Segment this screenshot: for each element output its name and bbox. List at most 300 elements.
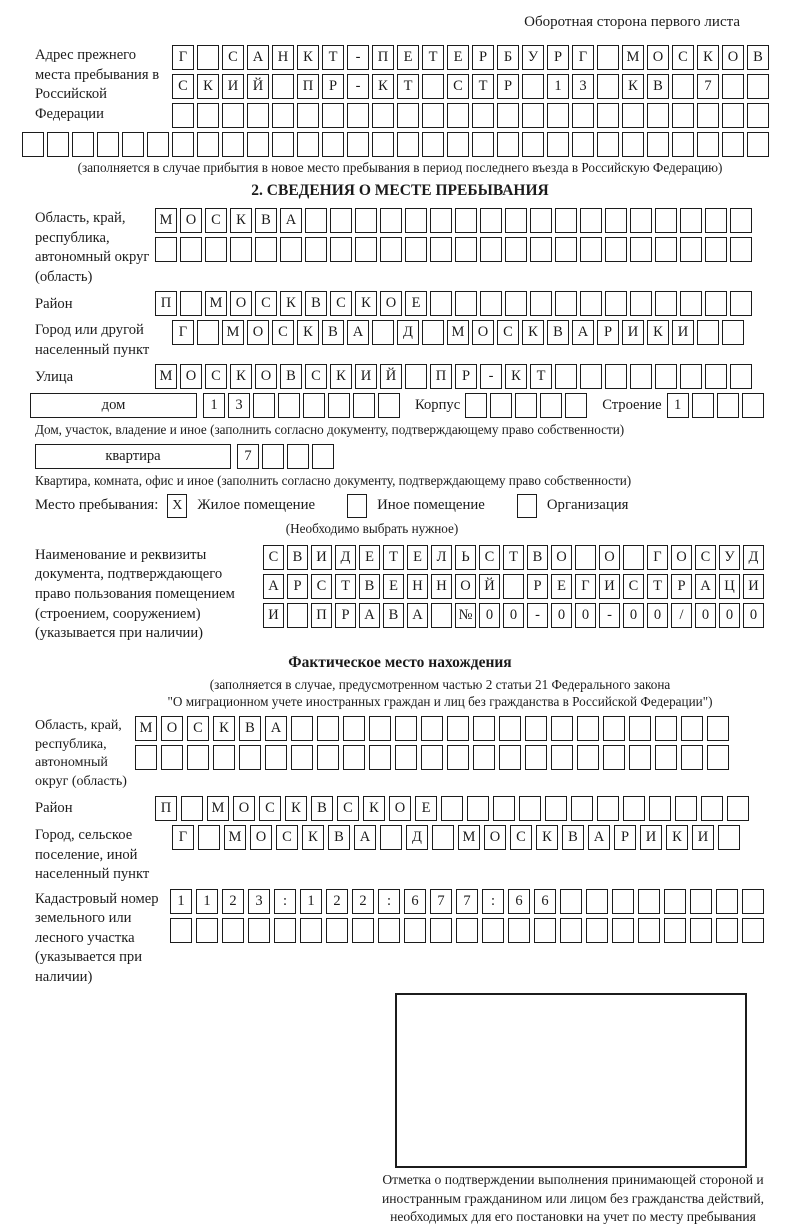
form-cell[interactable]	[522, 103, 544, 128]
form-cell[interactable]: О	[722, 45, 744, 70]
form-cell[interactable]: О	[255, 364, 277, 389]
form-cell[interactable]: М	[447, 320, 469, 345]
form-cell[interactable]: Д	[335, 545, 356, 570]
form-cell[interactable]	[672, 103, 694, 128]
form-cell[interactable]	[404, 918, 426, 943]
form-cell[interactable]	[490, 393, 512, 418]
form-cell[interactable]: О	[250, 825, 272, 850]
form-cell[interactable]: -	[527, 603, 548, 628]
form-cell[interactable]	[580, 208, 602, 233]
form-cell[interactable]: Е	[405, 291, 427, 316]
stay-type-checkbox-organization[interactable]	[517, 494, 537, 518]
form-cell[interactable]	[447, 745, 469, 770]
form-cell[interactable]: С	[623, 574, 644, 599]
form-cell[interactable]: К	[230, 364, 252, 389]
form-cell[interactable]: 1	[300, 889, 322, 914]
form-cell[interactable]	[432, 825, 454, 850]
form-cell[interactable]	[505, 237, 527, 262]
form-cell[interactable]	[747, 103, 769, 128]
form-cell[interactable]: Г	[572, 45, 594, 70]
form-cell[interactable]: А	[280, 208, 302, 233]
form-cell[interactable]: 6	[534, 889, 556, 914]
form-cell[interactable]	[672, 74, 694, 99]
form-cell[interactable]	[525, 716, 547, 741]
form-cell[interactable]	[287, 444, 309, 469]
form-cell[interactable]: А	[359, 603, 380, 628]
form-cell[interactable]	[586, 918, 608, 943]
form-cell[interactable]: Е	[551, 574, 572, 599]
form-cell[interactable]	[722, 74, 744, 99]
form-cell[interactable]	[647, 132, 669, 157]
form-cell[interactable]	[347, 103, 369, 128]
form-cell[interactable]	[575, 545, 596, 570]
form-cell[interactable]	[638, 918, 660, 943]
form-cell[interactable]: М	[224, 825, 246, 850]
form-cell[interactable]: С	[337, 796, 359, 821]
form-cell[interactable]: Т	[530, 364, 552, 389]
form-cell[interactable]	[742, 918, 764, 943]
form-cell[interactable]: Й	[247, 74, 269, 99]
form-cell[interactable]	[421, 716, 443, 741]
form-cell[interactable]: К	[622, 74, 644, 99]
form-cell[interactable]: М	[207, 796, 229, 821]
form-cell[interactable]: М	[458, 825, 480, 850]
form-cell[interactable]: Т	[335, 574, 356, 599]
form-cell[interactable]	[505, 291, 527, 316]
form-cell[interactable]	[441, 796, 463, 821]
form-cell[interactable]	[571, 796, 593, 821]
form-cell[interactable]: Г	[172, 320, 194, 345]
form-cell[interactable]	[213, 745, 235, 770]
form-cell[interactable]: М	[155, 208, 177, 233]
form-cell[interactable]: Т	[383, 545, 404, 570]
form-cell[interactable]: С	[479, 545, 500, 570]
form-cell[interactable]: 7	[456, 889, 478, 914]
form-cell[interactable]	[747, 74, 769, 99]
form-cell[interactable]	[730, 208, 752, 233]
form-cell[interactable]: Р	[614, 825, 636, 850]
form-cell[interactable]: В	[383, 603, 404, 628]
form-cell[interactable]	[597, 74, 619, 99]
form-cell[interactable]: У	[719, 545, 740, 570]
form-cell[interactable]: 0	[479, 603, 500, 628]
form-cell[interactable]: С	[263, 545, 284, 570]
form-cell[interactable]	[317, 716, 339, 741]
form-cell[interactable]: И	[355, 364, 377, 389]
form-cell[interactable]: 1	[667, 393, 689, 418]
form-cell[interactable]	[727, 796, 749, 821]
form-cell[interactable]	[505, 208, 527, 233]
form-cell[interactable]	[630, 208, 652, 233]
form-cell[interactable]: В	[647, 74, 669, 99]
form-cell[interactable]	[597, 132, 619, 157]
form-cell[interactable]	[205, 237, 227, 262]
form-cell[interactable]	[22, 132, 44, 157]
form-cell[interactable]	[707, 745, 729, 770]
form-cell[interactable]	[405, 237, 427, 262]
form-cell[interactable]	[352, 918, 374, 943]
form-cell[interactable]	[378, 918, 400, 943]
form-cell[interactable]: С	[330, 291, 352, 316]
form-cell[interactable]: В	[527, 545, 548, 570]
form-cell[interactable]: Г	[575, 574, 596, 599]
form-cell[interactable]	[515, 393, 537, 418]
form-cell[interactable]: О	[551, 545, 572, 570]
form-cell[interactable]: :	[378, 889, 400, 914]
form-cell[interactable]: К	[213, 716, 235, 741]
form-cell[interactable]	[612, 918, 634, 943]
form-cell[interactable]	[297, 103, 319, 128]
form-cell[interactable]	[431, 603, 452, 628]
form-cell[interactable]: Т	[647, 574, 668, 599]
form-cell[interactable]	[170, 918, 192, 943]
form-cell[interactable]: И	[640, 825, 662, 850]
form-cell[interactable]	[430, 918, 452, 943]
form-cell[interactable]: 7	[430, 889, 452, 914]
form-cell[interactable]	[497, 132, 519, 157]
form-cell[interactable]	[472, 132, 494, 157]
form-cell[interactable]: К	[330, 364, 352, 389]
form-cell[interactable]	[472, 103, 494, 128]
form-cell[interactable]: Г	[172, 825, 194, 850]
form-cell[interactable]	[297, 132, 319, 157]
form-cell[interactable]: А	[407, 603, 428, 628]
form-cell[interactable]	[378, 393, 400, 418]
stay-type-checkbox-residential[interactable]: X	[167, 494, 187, 518]
form-cell[interactable]: М	[222, 320, 244, 345]
form-cell[interactable]	[181, 796, 203, 821]
form-cell[interactable]	[530, 291, 552, 316]
form-cell[interactable]	[230, 237, 252, 262]
form-cell[interactable]	[605, 237, 627, 262]
form-cell[interactable]: Р	[671, 574, 692, 599]
form-cell[interactable]	[197, 103, 219, 128]
form-cell[interactable]	[629, 745, 651, 770]
form-cell[interactable]: О	[230, 291, 252, 316]
form-cell[interactable]: В	[562, 825, 584, 850]
form-cell[interactable]: Р	[472, 45, 494, 70]
form-cell[interactable]	[705, 208, 727, 233]
form-cell[interactable]	[655, 745, 677, 770]
form-cell[interactable]	[630, 291, 652, 316]
form-cell[interactable]: 0	[743, 603, 764, 628]
form-cell[interactable]	[421, 745, 443, 770]
form-cell[interactable]	[655, 364, 677, 389]
form-cell[interactable]: О	[671, 545, 692, 570]
form-cell[interactable]: А	[347, 320, 369, 345]
form-cell[interactable]: С	[222, 45, 244, 70]
form-cell[interactable]	[196, 918, 218, 943]
form-cell[interactable]: М	[622, 45, 644, 70]
form-cell[interactable]: 0	[623, 603, 644, 628]
form-cell[interactable]: С	[447, 74, 469, 99]
form-cell[interactable]: 0	[719, 603, 740, 628]
form-cell[interactable]: Н	[431, 574, 452, 599]
form-cell[interactable]	[355, 208, 377, 233]
form-cell[interactable]: Т	[397, 74, 419, 99]
form-cell[interactable]	[705, 291, 727, 316]
form-cell[interactable]: П	[155, 291, 177, 316]
form-cell[interactable]: Л	[431, 545, 452, 570]
form-cell[interactable]	[692, 393, 714, 418]
form-cell[interactable]	[97, 132, 119, 157]
form-cell[interactable]	[534, 918, 556, 943]
form-cell[interactable]: А	[695, 574, 716, 599]
form-cell[interactable]	[198, 825, 220, 850]
form-cell[interactable]	[580, 237, 602, 262]
form-cell[interactable]: 1	[203, 393, 225, 418]
form-cell[interactable]	[547, 132, 569, 157]
form-cell[interactable]: Т	[322, 45, 344, 70]
form-cell[interactable]	[330, 208, 352, 233]
form-cell[interactable]: К	[355, 291, 377, 316]
form-cell[interactable]: О	[180, 208, 202, 233]
form-cell[interactable]: Р	[455, 364, 477, 389]
form-cell[interactable]	[697, 320, 719, 345]
form-cell[interactable]: И	[692, 825, 714, 850]
form-cell[interactable]	[551, 745, 573, 770]
form-cell[interactable]: К	[363, 796, 385, 821]
form-cell[interactable]	[717, 393, 739, 418]
form-cell[interactable]: О	[389, 796, 411, 821]
form-cell[interactable]	[690, 918, 712, 943]
form-cell[interactable]: Д	[743, 545, 764, 570]
form-cell[interactable]: О	[472, 320, 494, 345]
form-cell[interactable]	[605, 364, 627, 389]
form-cell[interactable]: Й	[380, 364, 402, 389]
form-cell[interactable]: 7	[237, 444, 259, 469]
form-cell[interactable]	[482, 918, 504, 943]
form-cell[interactable]: А	[354, 825, 376, 850]
form-cell[interactable]	[300, 918, 322, 943]
form-cell[interactable]: К	[285, 796, 307, 821]
form-cell[interactable]: У	[522, 45, 544, 70]
form-cell[interactable]: И	[311, 545, 332, 570]
form-cell[interactable]	[522, 132, 544, 157]
form-cell[interactable]: 2	[352, 889, 374, 914]
form-cell[interactable]	[530, 237, 552, 262]
form-cell[interactable]: К	[522, 320, 544, 345]
form-cell[interactable]: А	[247, 45, 269, 70]
form-cell[interactable]: Р	[497, 74, 519, 99]
form-cell[interactable]	[655, 291, 677, 316]
form-cell[interactable]	[343, 716, 365, 741]
form-cell[interactable]	[622, 132, 644, 157]
form-cell[interactable]: Ь	[455, 545, 476, 570]
form-cell[interactable]: О	[180, 364, 202, 389]
form-cell[interactable]: Е	[447, 45, 469, 70]
form-cell[interactable]: Е	[397, 45, 419, 70]
form-cell[interactable]	[369, 716, 391, 741]
form-cell[interactable]: -	[347, 74, 369, 99]
form-cell[interactable]	[580, 364, 602, 389]
form-cell[interactable]: -	[347, 45, 369, 70]
form-cell[interactable]: Д	[397, 320, 419, 345]
form-cell[interactable]: О	[380, 291, 402, 316]
form-cell[interactable]	[630, 364, 652, 389]
form-cell[interactable]	[503, 574, 524, 599]
form-cell[interactable]: Г	[172, 45, 194, 70]
form-cell[interactable]	[655, 208, 677, 233]
form-cell[interactable]	[343, 745, 365, 770]
form-cell[interactable]	[161, 745, 183, 770]
form-cell[interactable]	[664, 918, 686, 943]
form-cell[interactable]: О	[599, 545, 620, 570]
form-cell[interactable]	[742, 889, 764, 914]
form-cell[interactable]	[718, 825, 740, 850]
form-cell[interactable]	[605, 208, 627, 233]
form-cell[interactable]	[597, 796, 619, 821]
form-cell[interactable]	[722, 320, 744, 345]
form-cell[interactable]: В	[255, 208, 277, 233]
form-cell[interactable]: 2	[222, 889, 244, 914]
form-cell[interactable]: В	[311, 796, 333, 821]
form-cell[interactable]	[545, 796, 567, 821]
form-cell[interactable]	[253, 393, 275, 418]
form-cell[interactable]	[222, 132, 244, 157]
form-cell[interactable]	[680, 291, 702, 316]
form-cell[interactable]	[369, 745, 391, 770]
form-cell[interactable]	[405, 208, 427, 233]
form-cell[interactable]: С	[259, 796, 281, 821]
form-cell[interactable]: 0	[647, 603, 668, 628]
form-cell[interactable]	[480, 208, 502, 233]
form-cell[interactable]	[272, 132, 294, 157]
form-cell[interactable]	[701, 796, 723, 821]
form-cell[interactable]	[380, 237, 402, 262]
form-cell[interactable]	[577, 716, 599, 741]
form-cell[interactable]: М	[135, 716, 157, 741]
form-cell[interactable]	[623, 545, 644, 570]
form-cell[interactable]	[638, 889, 660, 914]
form-cell[interactable]	[467, 796, 489, 821]
form-cell[interactable]: Б	[497, 45, 519, 70]
form-cell[interactable]: О	[233, 796, 255, 821]
form-cell[interactable]	[265, 745, 287, 770]
form-cell[interactable]	[577, 745, 599, 770]
form-cell[interactable]	[197, 45, 219, 70]
form-cell[interactable]: 0	[503, 603, 524, 628]
form-cell[interactable]	[447, 716, 469, 741]
form-cell[interactable]	[605, 291, 627, 316]
form-cell[interactable]: И	[743, 574, 764, 599]
form-cell[interactable]	[395, 716, 417, 741]
form-cell[interactable]: К	[666, 825, 688, 850]
form-cell[interactable]	[372, 132, 394, 157]
form-cell[interactable]: К	[297, 320, 319, 345]
form-cell[interactable]: П	[297, 74, 319, 99]
form-cell[interactable]: К	[197, 74, 219, 99]
form-cell[interactable]	[664, 889, 686, 914]
form-cell[interactable]	[473, 716, 495, 741]
form-cell[interactable]: О	[455, 574, 476, 599]
form-cell[interactable]	[722, 103, 744, 128]
form-cell[interactable]	[680, 364, 702, 389]
form-cell[interactable]: С	[305, 364, 327, 389]
form-cell[interactable]	[716, 889, 738, 914]
form-cell[interactable]	[353, 393, 375, 418]
form-cell[interactable]: Н	[272, 45, 294, 70]
form-cell[interactable]: И	[622, 320, 644, 345]
form-cell[interactable]	[305, 208, 327, 233]
form-cell[interactable]	[278, 393, 300, 418]
form-cell[interactable]: П	[430, 364, 452, 389]
form-cell[interactable]: К	[505, 364, 527, 389]
form-cell[interactable]: 1	[547, 74, 569, 99]
form-cell[interactable]: С	[272, 320, 294, 345]
form-cell[interactable]: 1	[196, 889, 218, 914]
form-cell[interactable]	[455, 237, 477, 262]
form-cell[interactable]	[473, 745, 495, 770]
form-cell[interactable]: Т	[472, 74, 494, 99]
form-cell[interactable]: В	[547, 320, 569, 345]
form-cell[interactable]: Р	[597, 320, 619, 345]
form-cell[interactable]	[672, 132, 694, 157]
form-cell[interactable]	[555, 364, 577, 389]
form-cell[interactable]	[547, 103, 569, 128]
form-cell[interactable]	[555, 237, 577, 262]
form-cell[interactable]	[380, 825, 402, 850]
form-cell[interactable]: Н	[407, 574, 428, 599]
form-cell[interactable]: С	[255, 291, 277, 316]
form-cell[interactable]	[430, 291, 452, 316]
form-cell[interactable]	[239, 745, 261, 770]
form-cell[interactable]	[551, 716, 573, 741]
form-cell[interactable]	[247, 132, 269, 157]
form-cell[interactable]: К	[536, 825, 558, 850]
form-cell[interactable]	[291, 745, 313, 770]
form-cell[interactable]	[555, 208, 577, 233]
form-cell[interactable]: С	[172, 74, 194, 99]
form-cell[interactable]: О	[647, 45, 669, 70]
form-cell[interactable]	[347, 132, 369, 157]
form-cell[interactable]: -	[599, 603, 620, 628]
form-cell[interactable]: 0	[575, 603, 596, 628]
form-cell[interactable]: А	[265, 716, 287, 741]
form-cell[interactable]	[397, 132, 419, 157]
form-cell[interactable]	[630, 237, 652, 262]
form-cell[interactable]	[655, 716, 677, 741]
form-cell[interactable]: М	[205, 291, 227, 316]
form-cell[interactable]	[326, 918, 348, 943]
form-cell[interactable]	[647, 103, 669, 128]
form-cell[interactable]: С	[510, 825, 532, 850]
form-cell[interactable]	[422, 320, 444, 345]
form-cell[interactable]	[560, 889, 582, 914]
form-cell[interactable]	[705, 237, 727, 262]
form-cell[interactable]: С	[695, 545, 716, 570]
form-cell[interactable]: В	[359, 574, 380, 599]
form-cell[interactable]	[540, 393, 562, 418]
form-cell[interactable]	[122, 132, 144, 157]
form-cell[interactable]: Т	[422, 45, 444, 70]
form-cell[interactable]: Е	[383, 574, 404, 599]
form-cell[interactable]	[586, 889, 608, 914]
form-cell[interactable]	[305, 237, 327, 262]
form-cell[interactable]	[555, 291, 577, 316]
form-cell[interactable]	[272, 74, 294, 99]
form-cell[interactable]	[180, 291, 202, 316]
form-cell[interactable]	[730, 364, 752, 389]
form-cell[interactable]	[180, 237, 202, 262]
form-cell[interactable]	[742, 393, 764, 418]
form-cell[interactable]: К	[647, 320, 669, 345]
form-cell[interactable]	[456, 918, 478, 943]
form-cell[interactable]	[272, 103, 294, 128]
form-cell[interactable]	[291, 716, 313, 741]
form-cell[interactable]: И	[222, 74, 244, 99]
form-cell[interactable]: П	[311, 603, 332, 628]
